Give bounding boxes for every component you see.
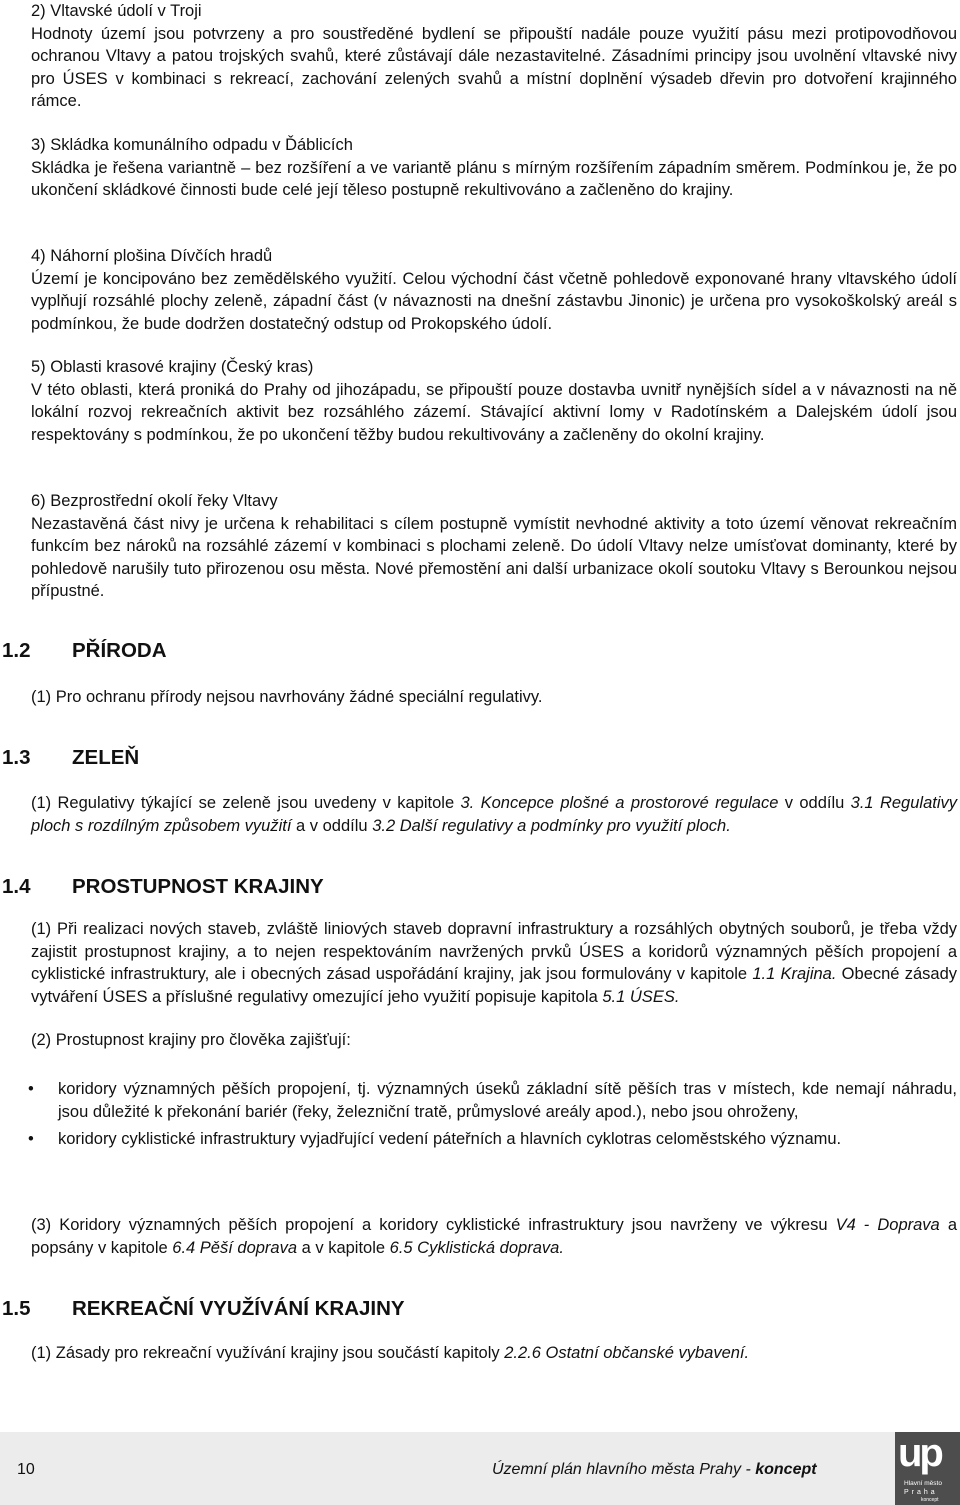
footer-title: Územní plán hlavního města Prahy - koncept [492, 1461, 817, 1478]
logo-line: koncept [921, 1497, 939, 1503]
section-dablice [31, 134, 957, 202]
list-item: • koridory cyklistické infrastruktury vyjadřující vedení páteřních a hlavních cyklotras celoměstského významu. [31, 1128, 957, 1151]
paragraph-text: (1) Regulativy týkající se zeleně jsou uvedeny v kapitole 3. Koncepce plošné a prostorové regulace v oddílu 3.1 Regulativy ploch s rozdílným způsobem využití a v oddílu 3.2 Další regulativy a podmínky pro využití ploch. [31, 794, 957, 835]
logo-mark: up [898, 1431, 941, 1475]
heading-title: PROSTUPNOST KRAJINY [72, 875, 324, 898]
logo-line: Praha [904, 1489, 938, 1496]
section-text: Území je koncipováno bez zemědělského využití. Celou východní část včetně pohledově exponované hrany vltavského údolí vyplňují rozsáhlé plochy zeleně, západní část (v návaznosti na dnešní zástavbu Jinonic) je určena pro vysokoškolský areál s podmínkou, že bude dodržen dostatečný odstup od Prokopského údolí. [31, 269, 957, 333]
heading-number: 1.5 [2, 1297, 31, 1320]
logo-line: Hlavní město [904, 1480, 942, 1487]
section-title: 4) Náhorní plošina Dívčích hradů [31, 247, 273, 265]
section-vltava [31, 490, 957, 603]
chapter-ref: 2.2.6 Ostatní občanské vybavení. [504, 1344, 750, 1362]
section-title: 3) Skládka komunálního odpadu v Ďáblicích [31, 136, 353, 154]
paragraph-priroda [31, 686, 957, 709]
paragraph-rekreace [31, 1342, 957, 1365]
section-title: 2) Vltavské údolí v Troji [31, 2, 202, 20]
paragraph-text: (3) Koridory významných pěších propojení a koridory cyklistické infrastruktury jsou navrženy ve výkresu V4 - Doprava a popsány v kapitole 6.4 Pěší doprava a v kapitole 6.5 Cyklistická doprava. [31, 1216, 957, 1257]
chapter-ref: 3.1 Regulativy ploch s rozdílným způsobem využití [31, 794, 957, 835]
heading-title: ZELEŇ [72, 746, 140, 769]
bullet-icon: • [28, 1130, 34, 1149]
list-item: • koridory významných pěších propojení, tj. významných úseků základní sítě pěších tras v místech, kde nemají náhradu, jsou důležité k překonání bariér (řeky, železniční tratě, průmyslové areály apod.), nebo jsou ohroženy, [28, 1080, 957, 1121]
chapter-ref: 5.1 ÚSES. [602, 987, 680, 1006]
heading-1-4 [2, 874, 324, 900]
heading-number: 1.4 [2, 875, 31, 898]
section-text: Hodnoty území jsou potvrzeny a pro soustředěné bydlení se připouští nadále pouze využití pásu mezi protipovodňovou ochranou Vltavy a patou trojských svahů, které zůstávají dále nezastavitelné. Zásadními principy jsou uvolnění vltavské nivy pro ÚSES v kombinaci s rekreací, zachování zelených svahů a místní doplnění výsadeb dřevin pro dotvoření krajinného rámce. [31, 24, 957, 111]
heading-title: REKREAČNÍ VYUŽÍVÁNÍ KRAJINY [72, 1297, 405, 1320]
heading-number: 1.2 [2, 639, 31, 662]
section-cesky-kras [31, 356, 957, 446]
bullet-list [28, 1078, 957, 1151]
paragraph-text: (1) Při realizaci nových staveb, zvláště liniových staveb dopravní infrastruktury a rozsáhlých obytných souborů, je třeba vždy zajistit prostupnost krajiny, a to nejen respektováním navržených prvků ÚSES a koridorů významných pěších propojení a cyklistické infrastruktury, ale i obecných zásad uspořádání krajiny, jak jsou formulovány v kapitole 1.1 Krajina. Obecné zásady vytváření ÚSES a příslušné regulativy omezující jeho využití popisuje kapitola 5.1 ÚSES. [31, 920, 957, 1006]
section-title: 5) Oblasti krasové krajiny (Český kras) [31, 358, 314, 376]
up-logo [895, 1432, 960, 1505]
heading-title: PŘÍRODA [72, 639, 167, 662]
page-number: 10 [17, 1461, 35, 1478]
section-text: Nezastavěná část nivy je určena k rehabilitaci s cílem postupně vymístit nevhodné aktivity a toto území věnovat rekreačním funkcím bez nároků na rozsáhlé zázemí v kombinaci s plochami zeleně. Do údolí Vltavy nelze umísťovat dominanty, které by pohledově narušily tuto přirozenou osu města. Nové přemostění ani další urbanizace okolí soutoku Vltavy s Berounkou nejsou přípustné. [31, 514, 957, 601]
section-divci-hrady [31, 245, 957, 335]
chapter-ref: 1.1 Krajina. [752, 965, 837, 984]
section-troja [31, 0, 957, 113]
paragraph-text: (1) Pro ochranu přírody nejsou navrhovány žádné speciální regulativy. [31, 688, 543, 706]
paragraph-text: (1) Zásady pro rekreační využívání krajiny jsou součástí kapitoly 2.2.6 Ostatní občanské vybavení. [31, 1344, 750, 1362]
heading-1-5 [2, 1296, 405, 1322]
paragraph-prostupnost-1 [31, 918, 957, 1008]
chapter-ref: 6.5 Cyklistická doprava. [389, 1238, 564, 1257]
paragraph-zelen [31, 792, 957, 837]
paragraph-prostupnost-3 [31, 1214, 957, 1259]
section-text: Skládka je řešena variantně – bez rozšíření a ve variantě plánu s mírným rozšířením západním směrem. Podmínkou je, že po ukončení skládkové činnosti bude celé její těleso postupně rekultivováno a začleněno do krajiny. [31, 158, 957, 200]
paragraph-text: (2) Prostupnost krajiny pro člověka zajišťují: [31, 1031, 351, 1049]
page-footer [0, 1432, 960, 1505]
paragraph-prostupnost-2 [31, 1029, 957, 1052]
section-text: V této oblasti, která proniká do Prahy od jihozápadu, se připouští pouze dostavba uvnitř nynějších sídel a v návaznosti na ně lokální rozvoj rekreačních aktivit bez rozsáhlého zázemí. Stávající aktivní lomy v Radotínském a Dalejském údolí jsou respektovány s podmínkou, že po ukončení těžby budou rekultivovány a začleněny do okolní krajiny. [31, 380, 957, 444]
chapter-ref: 3. Koncepce plošné a prostorové regulace [460, 794, 779, 812]
heading-1-3 [2, 745, 139, 771]
chapter-ref: 3.2 Další regulativy a podmínky pro využití ploch. [372, 816, 731, 835]
heading-1-2 [2, 638, 167, 664]
chapter-ref: V4 - Doprava [835, 1216, 940, 1234]
bullet-icon: • [28, 1080, 34, 1098]
section-title: 6) Bezprostřední okolí řeky Vltavy [31, 492, 278, 510]
chapter-ref: 6.4 Pěší doprava [172, 1238, 298, 1257]
footer-title-bold: koncept [755, 1461, 817, 1478]
heading-number: 1.3 [2, 746, 31, 769]
